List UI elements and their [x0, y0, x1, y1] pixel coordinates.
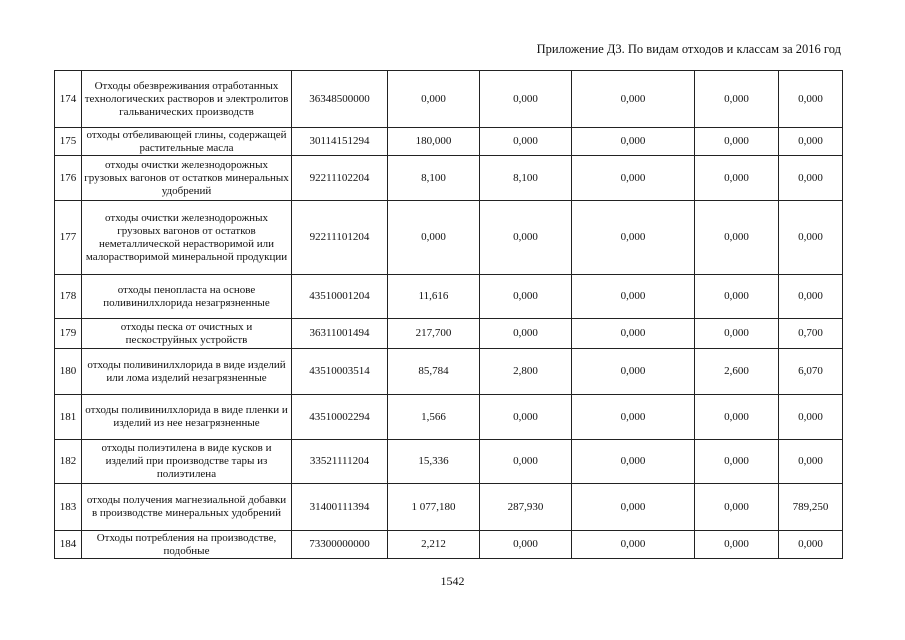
value-2: 0,000: [480, 201, 572, 275]
value-1: 217,700: [388, 319, 480, 349]
value-2: 0,000: [480, 128, 572, 156]
value-2: 0,000: [480, 71, 572, 128]
value-2: 287,930: [480, 484, 572, 531]
waste-name: отходы отбеливающей глины, содержащей растительные масла: [82, 128, 292, 156]
value-4: 0,000: [695, 531, 779, 559]
table-row: [55, 156, 843, 201]
waste-name: отходы поливинилхлорида в виде пленки и изделий из нее незагрязненные: [82, 395, 292, 440]
value-4: 0,000: [695, 71, 779, 128]
value-2: 0,000: [480, 440, 572, 484]
value-5: 0,000: [779, 531, 843, 559]
waste-code: 33521111204: [292, 440, 388, 484]
value-1: 1,566: [388, 395, 480, 440]
table-row: [55, 275, 843, 319]
value-5: 789,250: [779, 484, 843, 531]
value-2: 0,000: [480, 531, 572, 559]
value-3: 0,000: [572, 531, 695, 559]
waste-name: отходы пенопласта на основе поливинилхлорида незагрязненные: [82, 275, 292, 319]
value-1: 15,336: [388, 440, 480, 484]
value-2: 2,800: [480, 349, 572, 395]
waste-code: 31400111394: [292, 484, 388, 531]
value-3: 0,000: [572, 484, 695, 531]
waste-code: 43510003514: [292, 349, 388, 395]
value-5: 0,000: [779, 275, 843, 319]
row-number: 180: [55, 349, 82, 395]
value-5: 0,000: [779, 440, 843, 484]
waste-name: отходы песка от очистных и пескоструйных устройств: [82, 319, 292, 349]
table-body: [55, 71, 843, 559]
value-4: 0,000: [695, 484, 779, 531]
value-1: 2,212: [388, 531, 480, 559]
value-4: 0,000: [695, 440, 779, 484]
row-number: 179: [55, 319, 82, 349]
waste-code: 30114151294: [292, 128, 388, 156]
waste-name: Отходы обезвреживания отработанных технологических растворов и электролитов гальванических производств: [82, 71, 292, 128]
value-3: 0,000: [572, 349, 695, 395]
waste-code: 43510001204: [292, 275, 388, 319]
waste-name: отходы получения магнезиальной добавки в производстве минеральных удобрений: [82, 484, 292, 531]
waste-table: [54, 70, 843, 559]
value-3: 0,000: [572, 71, 695, 128]
row-number: 184: [55, 531, 82, 559]
waste-name: отходы очистки железнодорожных грузовых вагонов от остатков минеральных удобрений: [82, 156, 292, 201]
waste-name: Отходы потребления на производстве, подобные: [82, 531, 292, 559]
value-1: 8,100: [388, 156, 480, 201]
value-3: 0,000: [572, 440, 695, 484]
value-5: 0,000: [779, 156, 843, 201]
table-row: [55, 440, 843, 484]
value-1: 1 077,180: [388, 484, 480, 531]
value-1: 180,000: [388, 128, 480, 156]
row-number: 183: [55, 484, 82, 531]
value-3: 0,000: [572, 395, 695, 440]
row-number: 182: [55, 440, 82, 484]
row-number: 174: [55, 71, 82, 128]
value-4: 0,000: [695, 156, 779, 201]
value-3: 0,000: [572, 201, 695, 275]
value-4: 0,000: [695, 395, 779, 440]
waste-name: отходы поливинилхлорида в виде изделий или лома изделий незагрязненные: [82, 349, 292, 395]
value-2: 8,100: [480, 156, 572, 201]
value-5: 0,000: [779, 71, 843, 128]
value-5: 6,070: [779, 349, 843, 395]
value-4: 0,000: [695, 275, 779, 319]
table-row: [55, 484, 843, 531]
value-4: 0,000: [695, 201, 779, 275]
value-3: 0,000: [572, 156, 695, 201]
value-3: 0,000: [572, 128, 695, 156]
waste-name: отходы очистки железнодорожных грузовых вагонов от остатков неметаллической нерастворимой или малорастворимой минеральной продукции: [82, 201, 292, 275]
waste-code: 43510002294: [292, 395, 388, 440]
table-row: [55, 201, 843, 275]
table-row: [55, 395, 843, 440]
waste-code: 73300000000: [292, 531, 388, 559]
waste-name: отходы полиэтилена в виде кусков и изделий при производстве тары из полиэтилена: [82, 440, 292, 484]
value-1: 85,784: [388, 349, 480, 395]
waste-code: 92211102204: [292, 156, 388, 201]
table-row: [55, 71, 843, 128]
value-5: 0,000: [779, 128, 843, 156]
value-3: 0,000: [572, 275, 695, 319]
value-1: 11,616: [388, 275, 480, 319]
table-row: [55, 349, 843, 395]
waste-code: 92211101204: [292, 201, 388, 275]
value-4: 0,000: [695, 319, 779, 349]
value-4: 0,000: [695, 128, 779, 156]
value-2: 0,000: [480, 395, 572, 440]
row-number: 181: [55, 395, 82, 440]
page-number: 1542: [440, 574, 465, 588]
waste-code: 36348500000: [292, 71, 388, 128]
value-5: 0,700: [779, 319, 843, 349]
page-header: Приложение Д3. По видам отходов и классам за 2016 год: [536, 42, 841, 56]
value-2: 0,000: [480, 275, 572, 319]
table-row: [55, 128, 843, 156]
value-5: 0,000: [779, 201, 843, 275]
row-number: 178: [55, 275, 82, 319]
value-5: 0,000: [779, 395, 843, 440]
value-2: 0,000: [480, 319, 572, 349]
value-4: 2,600: [695, 349, 779, 395]
row-number: 175: [55, 128, 82, 156]
row-number: 176: [55, 156, 82, 201]
table-row: [55, 531, 843, 559]
value-3: 0,000: [572, 319, 695, 349]
value-1: 0,000: [388, 71, 480, 128]
table-row: [55, 319, 843, 349]
waste-code: 36311001494: [292, 319, 388, 349]
row-number: 177: [55, 201, 82, 275]
value-1: 0,000: [388, 201, 480, 275]
